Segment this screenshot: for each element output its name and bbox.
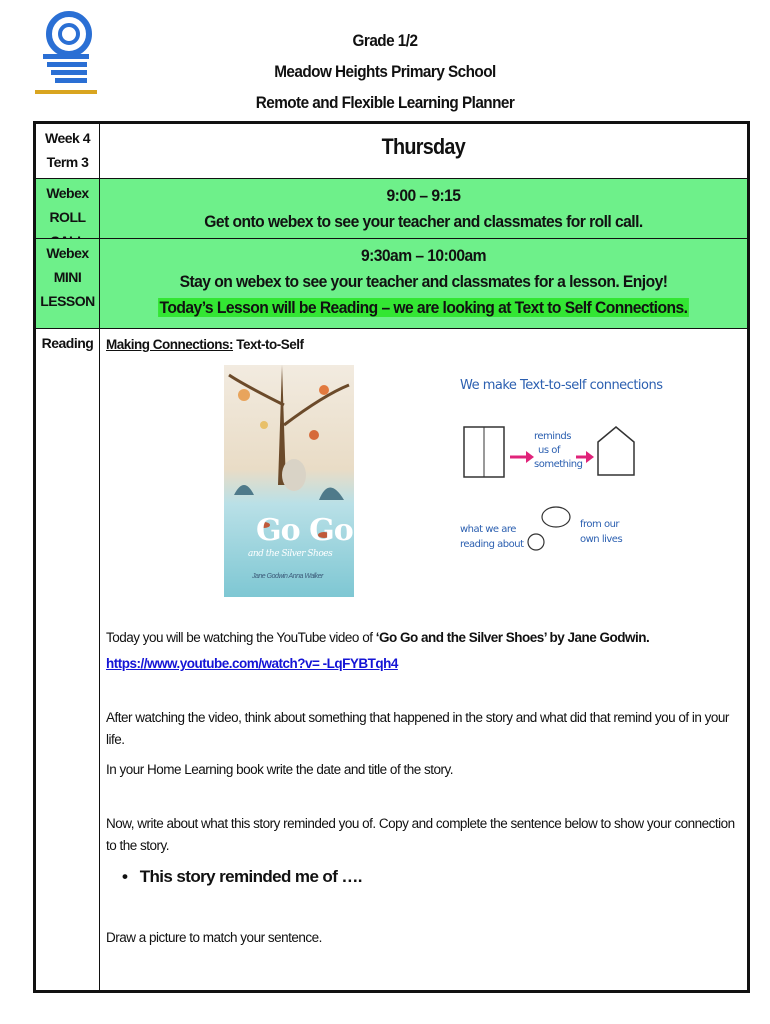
- bullet-item: [122, 867, 362, 887]
- link-line: [106, 653, 739, 675]
- table-row: [36, 124, 747, 179]
- diagram-right-1: from our: [580, 519, 620, 530]
- lesson-highlight: Today’s Lesson will be Reading – we are looking at Text to Self Connections.: [159, 298, 688, 317]
- diagram-heading: We make Text-to-self connections: [460, 378, 663, 393]
- book-cover-image: [224, 365, 354, 597]
- planner-table: [33, 121, 750, 993]
- reading-cell: [36, 329, 100, 990]
- bullet-text: This story reminded me of ….: [139, 867, 362, 886]
- p1-text: Today you will be watching the YouTube video of: [106, 630, 376, 645]
- lesson-content: [100, 239, 747, 328]
- diagram-reminds-2: us of: [538, 445, 560, 456]
- rollcall-cell: [36, 179, 100, 238]
- write-paragraph: Now, write about what this story reminded you of. Copy and complete the sentence below to show your connection to the story.: [106, 816, 735, 853]
- reading-content: [106, 337, 739, 990]
- book-authors: Jane Godwin Anna Walker: [252, 573, 323, 580]
- lesson-time: 9:30am – 10:00am: [360, 246, 487, 265]
- subhead-rest: Text-to-Self: [233, 337, 304, 352]
- diagram-right-2: own lives: [580, 534, 623, 545]
- school-heading: Meadow Heights Primary School: [274, 62, 496, 81]
- rollcall-text: Get onto webex to see your teacher and classmates for roll call.: [204, 212, 643, 231]
- lesson-label: LESSON: [40, 293, 95, 309]
- week-cell: [36, 124, 100, 178]
- diagram-left-1: what we are: [460, 524, 516, 535]
- term-label: Term 3: [46, 154, 89, 170]
- youtube-link[interactable]: https://www.youtube.com/watch?v= -LqFYBTqh4: [106, 656, 398, 671]
- planner-heading: Remote and Flexible Learning Planner: [255, 93, 515, 112]
- table-row: [36, 329, 747, 990]
- lesson-cell: [36, 239, 100, 328]
- day-title: Thursday: [381, 134, 466, 159]
- rollcall-label: ROLL: [49, 209, 86, 225]
- table-row: [36, 239, 747, 329]
- mini-label: MINI: [53, 269, 82, 285]
- subhead-underlined: Making Connections:: [106, 337, 234, 352]
- video-title: ‘Go Go and the Silver Shoes’ by Jane Godwin.: [375, 630, 650, 645]
- table-row: [36, 179, 747, 239]
- text-to-self-diagram: [458, 367, 663, 597]
- home-learning-paragraph: In your Home Learning book write the date and title of the story.: [106, 762, 453, 777]
- instruction-paragraph: [106, 627, 739, 649]
- week-label: Week 4: [45, 130, 90, 146]
- webex-label: Webex: [46, 245, 89, 261]
- bullet-icon: •: [122, 867, 140, 886]
- book-subtitle: and the Silver Shoes: [248, 549, 333, 559]
- rollcall-time: 9:00 – 9:15: [386, 186, 461, 205]
- school-logo: [33, 8, 99, 96]
- day-cell: [100, 124, 747, 178]
- diagram-left-2: reading about: [460, 539, 524, 550]
- draw-paragraph: Draw a picture to match your sentence.: [106, 930, 322, 945]
- lesson-text: Stay on webex to see your teacher and classmates for a lesson. Enjoy!: [179, 272, 668, 291]
- webex-label: Webex: [46, 185, 89, 201]
- after-video-paragraph: After watching the video, think about something that happened in the story and what did that remind you of in your life.: [106, 710, 729, 747]
- book-title: Go Go: [256, 513, 353, 548]
- diagram-reminds-3: something: [534, 459, 583, 470]
- grade-heading: Grade 1/2: [352, 31, 418, 50]
- diagram-reminds-1: reminds: [534, 431, 571, 442]
- rollcall-content: [100, 179, 747, 238]
- reading-label: Reading: [41, 335, 94, 351]
